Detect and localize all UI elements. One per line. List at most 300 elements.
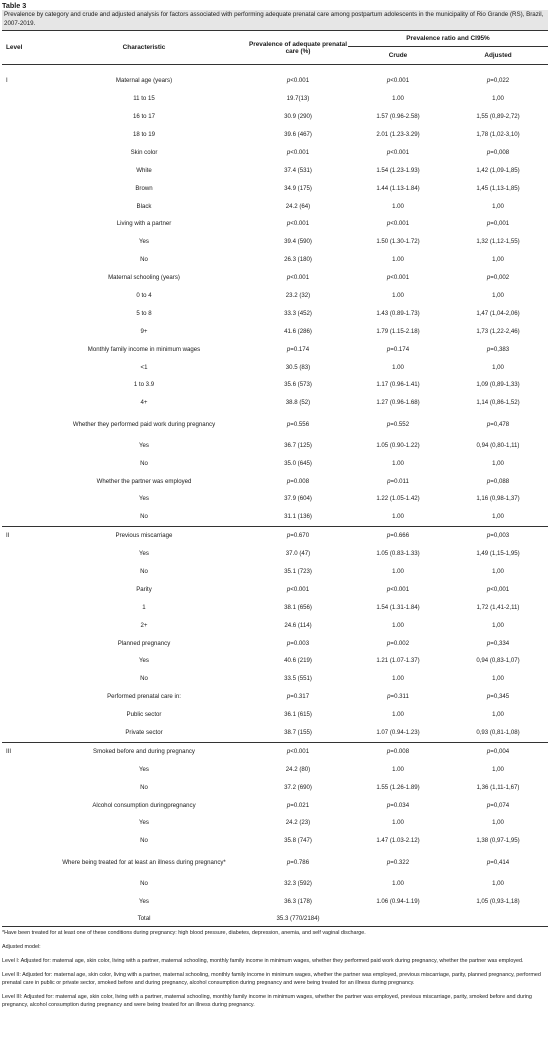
cell-level — [2, 706, 40, 724]
cell-prevalence: p=0.008 — [286, 477, 310, 485]
cell-crude-ratio: 1.00 — [392, 291, 404, 299]
cell-crude-ratio: 1.54 (1.31-1.84) — [376, 603, 420, 611]
cell-level — [2, 358, 40, 376]
cell-level: III — [2, 742, 40, 760]
cell-level — [2, 90, 40, 108]
cell-prevalence: 36.1 (615) — [284, 711, 312, 719]
footnote: *Have been treated for at least one of these conditions during pregnancy: high blood pressure, diabetes, depression, anemia, and self vaginal discharge. — [2, 930, 366, 937]
cell-prevalence: 37.9 (604) — [284, 495, 312, 503]
cell-adjusted-ratio: 1,00 — [492, 459, 504, 467]
cell-crude-ratio: p=0.002 — [386, 639, 410, 647]
cell-prevalence: 35.0 (645) — [284, 459, 312, 467]
cell-prevalence: 32.3 (592) — [284, 879, 312, 887]
cell-adjusted-ratio: 1,14 (0,86-1,52) — [476, 399, 520, 407]
cell-prevalence: 38.1 (656) — [284, 603, 312, 611]
cell-adjusted-ratio: p=0,074 — [486, 801, 510, 809]
cell-prevalence: 39.4 (590) — [284, 238, 312, 246]
cell-level — [2, 269, 40, 287]
table-row — [2, 892, 548, 910]
cell-crude-ratio: 1.06 (0.94-1.19) — [376, 897, 420, 905]
cell-adjusted-ratio: 1,00 — [492, 95, 504, 103]
cell-characteristic: Whether the partner was employed — [96, 477, 192, 485]
cell-characteristic: Whether they performed paid work during pregnancy — [72, 420, 216, 428]
cell-prevalence: 35.6 (573) — [284, 381, 312, 389]
cell-adjusted-ratio: p=0,001 — [486, 220, 510, 228]
cell-prevalence: 31.1 (136) — [284, 513, 312, 521]
cell-adjusted-ratio: p=0,334 — [486, 639, 510, 647]
table-row — [2, 108, 548, 126]
table-body — [2, 65, 548, 927]
cell-prevalence: p=0.670 — [248, 526, 348, 544]
table-row — [2, 454, 548, 472]
cell-characteristic: Yes — [139, 550, 149, 558]
table-row — [2, 472, 548, 490]
cell-level — [2, 287, 40, 305]
cell-adjusted-ratio: 1,00 — [492, 202, 504, 210]
cell-characteristic: Yes — [139, 897, 149, 905]
cell-crude-ratio — [348, 910, 448, 927]
table-row — [2, 412, 548, 437]
cell-crude-ratio: 1.00 — [392, 256, 404, 264]
cell-adjusted-ratio: 1,00 — [492, 291, 504, 299]
cell-crude-ratio: 1.55 (1.26-1.89) — [376, 783, 420, 791]
cell-characteristic: No — [140, 256, 148, 264]
cell-level — [2, 832, 40, 850]
cell-crude-ratio: 1.00 — [392, 363, 404, 371]
table-row — [2, 742, 548, 760]
header-prevalence: Prevalence of adequate prenatal care (%) — [248, 31, 348, 65]
cell-crude-ratio: p<0.001 — [386, 274, 410, 282]
cell-adjusted-ratio: 1,05 (0,93-1,18) — [476, 897, 520, 905]
cell-level — [2, 144, 40, 162]
cell-adjusted-ratio: 1,55 (0,89-2,72) — [476, 113, 520, 121]
cell-adjusted-ratio: 1,00 — [492, 765, 504, 773]
cell-crude-ratio: p<0.001 — [386, 220, 410, 228]
cell-level: I — [6, 77, 8, 85]
cell-prevalence: 19.7(13) — [286, 95, 310, 103]
cell-characteristic: Previous miscarriage — [40, 526, 248, 544]
cell-characteristic: 16 to 17 — [132, 113, 156, 121]
cell-characteristic: Monthly family income in minimum wages — [87, 345, 201, 353]
cell-crude-ratio: 1.00 — [392, 459, 404, 467]
cell-crude-ratio: p=0.174 — [386, 345, 410, 353]
cell-crude-ratio: p=0.552 — [386, 420, 410, 428]
cell-level — [2, 251, 40, 269]
table-row — [2, 305, 548, 323]
cell-prevalence: 30.9 (290) — [284, 113, 312, 121]
table-row — [2, 814, 548, 832]
cell-prevalence: 23.2 (32) — [285, 291, 311, 299]
cell-adjusted-ratio: 1,16 (0,98-1,37) — [476, 495, 520, 503]
cell-prevalence: p<0.001 — [248, 742, 348, 760]
cell-level — [2, 670, 40, 688]
cell-level — [2, 796, 40, 814]
cell-level — [2, 688, 40, 706]
cell-characteristic: No — [140, 783, 148, 791]
cell-characteristic: Performed prenatal care in: — [107, 693, 181, 701]
cell-crude-ratio: 1.00 — [392, 879, 404, 887]
cell-level — [2, 412, 40, 437]
cell-crude-ratio: 1.00 — [392, 711, 404, 719]
cell-characteristic: Yes — [139, 765, 149, 773]
table-row — [2, 526, 548, 544]
cell-level — [2, 874, 40, 892]
cell-level: II — [2, 526, 40, 544]
cell-adjusted-ratio: 1,45 (1,13-1,85) — [476, 184, 520, 192]
table-row — [2, 796, 548, 814]
cell-characteristic: Yes — [139, 441, 149, 449]
cell-characteristic: 0 to 4 — [136, 291, 152, 299]
cell-characteristic: Living with a partner — [116, 220, 172, 228]
table-row — [2, 724, 548, 742]
cell-characteristic: 11 to 15 — [133, 95, 155, 103]
table-row — [2, 161, 548, 179]
cell-prevalence: 30.5 (83) — [285, 363, 311, 371]
cell-adjusted-ratio: 1,32 (1,12-1,55) — [476, 238, 520, 246]
table-notes — [2, 930, 548, 1009]
cell-adjusted-ratio: p=0,022 — [486, 77, 510, 85]
table-row — [2, 394, 548, 412]
cell-prevalence: p<0.001 — [286, 220, 310, 228]
cell-prevalence: 38.7 (155) — [284, 728, 312, 736]
table-row — [2, 269, 548, 287]
cell-characteristic: Public sector — [126, 711, 162, 719]
cell-characteristic: 18 to 19 — [132, 130, 156, 138]
table-row — [2, 197, 548, 215]
table-figure — [2, 0, 548, 1010]
cell-adjusted-ratio: 1,00 — [492, 711, 504, 719]
table-row — [2, 376, 548, 394]
cell-adjusted-ratio: 1,42 (1,09-1,85) — [476, 166, 520, 174]
cell-characteristic: 9+ — [140, 327, 148, 335]
cell-characteristic: Total — [40, 910, 248, 927]
cell-adjusted-ratio: 1,00 — [492, 675, 504, 683]
cell-characteristic: <1 — [140, 363, 148, 371]
cell-crude-ratio: 1.00 — [392, 819, 404, 827]
cell-prevalence: p<0.001 — [286, 274, 310, 282]
table-row — [2, 652, 548, 670]
table-row — [2, 233, 548, 251]
cell-characteristic: White — [136, 166, 152, 174]
cell-crude-ratio: 1.00 — [392, 567, 404, 575]
cell-crude-ratio: p=0.034 — [386, 801, 410, 809]
cell-crude-ratio: 1.00 — [392, 675, 404, 683]
cell-prevalence: 24.2 (80) — [285, 765, 311, 773]
cell-characteristic: No — [140, 513, 148, 521]
cell-characteristic: Smoked before and during pregnancy — [40, 742, 248, 760]
cell-adjusted-ratio: 1,00 — [492, 621, 504, 629]
table-row — [2, 598, 548, 616]
cell-adjusted-ratio: 1,49 (1,15-1,95) — [476, 550, 520, 558]
header-characteristic: Characteristic — [40, 31, 248, 65]
cell-crude-ratio: 1.44 (1.13-1.84) — [376, 184, 420, 192]
cell-characteristic: No — [140, 675, 148, 683]
table-row — [2, 215, 548, 233]
cell-crude-ratio: 1.00 — [392, 202, 404, 210]
cell-prevalence: p<0.001 — [286, 148, 310, 156]
cell-level — [2, 545, 40, 563]
table-row — [2, 563, 548, 581]
table-row — [2, 706, 548, 724]
cell-characteristic: Parity — [136, 585, 152, 593]
cell-characteristic: Brown — [135, 184, 153, 192]
cell-crude-ratio: p<0.001 — [386, 77, 410, 85]
level-1-note: Level I: Adjusted for: maternal age, skin color, living with a partner, maternal schooling, monthly family income in minimum wages, whether they performed paid work during pregnancy, whether the partner was employed. — [2, 958, 524, 964]
cell-characteristic: 5 to 8 — [136, 309, 152, 317]
cell-level — [2, 760, 40, 778]
cell-characteristic: Black — [136, 202, 152, 210]
cell-crude-ratio: p=0.011 — [387, 477, 409, 485]
cell-characteristic: No — [140, 567, 148, 575]
table-row — [2, 832, 548, 850]
cell-crude-ratio: 2.01 (1.23-3.29) — [376, 130, 420, 138]
cell-level — [2, 126, 40, 144]
table-header — [2, 31, 548, 65]
cell-prevalence: 24.6 (114) — [284, 621, 312, 629]
cell-level — [2, 910, 40, 927]
cell-characteristic: Yes — [139, 238, 149, 246]
cell-adjusted-ratio: p=0,383 — [486, 345, 510, 353]
cell-level — [2, 490, 40, 508]
cell-crude-ratio: 1.21 (1.07-1.37) — [376, 657, 420, 665]
cell-adjusted-ratio: 1,00 — [492, 879, 504, 887]
cell-crude-ratio: 1.00 — [392, 95, 404, 103]
cell-adjusted-ratio: p=0,088 — [486, 477, 510, 485]
cell-characteristic: Maternal schooling (years) — [108, 274, 180, 282]
cell-level — [2, 161, 40, 179]
table-row — [2, 581, 548, 599]
cell-crude-ratio: 1.00 — [392, 765, 404, 773]
cell-adjusted-ratio: 1,72 (1,41-2,11) — [476, 603, 520, 611]
cell-level — [2, 376, 40, 394]
table-row — [2, 910, 548, 927]
cell-adjusted-ratio — [448, 910, 548, 927]
level-3-note: Level III: Adjusted for: maternal age, skin color, living with a partner, maternal schooling, monthly family income in minimum wages, whether the partner was employed, previous miscarriage, parity, smoked before and during pregnancy, alcohol consumption during pregnancy and were being treated for an illness during pregnancy. — [2, 993, 532, 1008]
cell-prevalence: 24.2 (23) — [285, 819, 311, 827]
table-row — [2, 490, 548, 508]
cell-prevalence: p<0.001 — [286, 585, 310, 593]
table-caption: Prevalence by category and crude and adjusted analysis for factors associated with performing adequate prenatal care among postpartum adolescents in the municipality of Rio Grande (RS), Brazil, 2007-2019. — [2, 10, 548, 30]
cell-characteristic: Yes — [139, 819, 149, 827]
table-row — [2, 778, 548, 796]
level-2-note: Level II: Adjusted for: maternal age, skin color, living with a partner, maternal schooling, monthly family income in minimum wages, whether the partner was employed, previous miscarriage, parity, planned pregnancy, performed prenatal care in public or private sector, smoked before and during pregnancy, alcohol consumption during pregnancy and were being treated for an illness during pregnancy. — [2, 971, 541, 986]
header-adjusted: Adjusted — [448, 47, 548, 65]
cell-characteristic: 4+ — [140, 399, 148, 407]
cell-prevalence: p=0.003 — [286, 639, 310, 647]
cell-prevalence: 34.9 (175) — [284, 184, 312, 192]
cell-crude-ratio: 1.57 (0.96-2.58) — [376, 113, 420, 121]
cell-characteristic: 1 to 3.9 — [133, 381, 155, 389]
table-row — [2, 90, 548, 108]
cell-prevalence: 37.2 (690) — [284, 783, 312, 791]
cell-adjusted-ratio: p=0,414 — [486, 858, 510, 866]
cell-characteristic: No — [140, 459, 148, 467]
cell-adjusted-ratio: 0,93 (0,81-1,08) — [476, 728, 520, 736]
cell-prevalence: 35.1 (723) — [284, 567, 312, 575]
cell-prevalence: p=0.174 — [286, 345, 310, 353]
cell-adjusted-ratio: 1,00 — [492, 363, 504, 371]
cell-characteristic: 2+ — [140, 621, 148, 629]
cell-crude-ratio: 1.17 (0.96-1.41) — [376, 381, 420, 389]
table-row — [2, 322, 548, 340]
cell-level — [2, 454, 40, 472]
header-level: Level — [2, 31, 40, 65]
cell-characteristic: 1 — [142, 603, 146, 611]
cell-level — [2, 724, 40, 742]
table-row — [2, 65, 548, 90]
cell-level — [2, 233, 40, 251]
cell-level — [2, 508, 40, 526]
table-row — [2, 144, 548, 162]
table-row — [2, 760, 548, 778]
cell-adjusted-ratio: 1,00 — [492, 819, 504, 827]
cell-crude-ratio: 1.50 (1.30-1.72) — [376, 238, 420, 246]
cell-prevalence: 35.8 (747) — [284, 837, 312, 845]
cell-prevalence: 37.4 (531) — [284, 166, 312, 174]
cell-adjusted-ratio: 1,73 (1,22-2,46) — [476, 327, 520, 335]
cell-adjusted-ratio: p=0,345 — [486, 693, 510, 701]
cell-characteristic: Skin color — [130, 148, 158, 156]
cell-level — [2, 616, 40, 634]
cell-adjusted-ratio: 1,00 — [492, 513, 504, 521]
table-row — [2, 126, 548, 144]
table-row — [2, 508, 548, 526]
table-row — [2, 545, 548, 563]
cell-characteristic: Where being treated for at least an illness during pregnancy* — [62, 858, 226, 866]
cell-prevalence: p=0.786 — [286, 858, 310, 866]
table-row — [2, 251, 548, 269]
table-row — [2, 179, 548, 197]
cell-crude-ratio: p=0.008 — [348, 742, 448, 760]
cell-prevalence: 33.3 (452) — [284, 309, 312, 317]
table-row — [2, 340, 548, 358]
cell-prevalence: 35.3 (770/2184) — [248, 910, 348, 927]
cell-characteristic: Yes — [139, 657, 149, 665]
cell-crude-ratio: p=0.322 — [386, 858, 410, 866]
cell-characteristic: Yes — [139, 495, 149, 503]
cell-level — [2, 322, 40, 340]
cell-characteristic: Maternal age (years) — [115, 77, 173, 85]
cell-prevalence: 39.6 (467) — [284, 130, 312, 138]
cell-prevalence: 24.2 (64) — [285, 202, 311, 210]
cell-prevalence: 38.8 (52) — [285, 399, 311, 407]
cell-crude-ratio: 1.43 (0.89-1.73) — [376, 309, 420, 317]
cell-adjusted-ratio: p=0,003 — [448, 526, 548, 544]
cell-prevalence: 41.6 (286) — [284, 327, 312, 335]
table-row — [2, 287, 548, 305]
header-prevalence-ratio: Prevalence ratio and CI95% — [348, 31, 548, 47]
cell-adjusted-ratio: 1,38 (0,97-1,95) — [476, 837, 520, 845]
table-label: Table 3 — [2, 1, 27, 10]
cell-level — [2, 472, 40, 490]
cell-characteristic: No — [140, 879, 148, 887]
cell-characteristic: No — [140, 837, 148, 845]
cell-adjusted-ratio: p<0,001 — [486, 585, 510, 593]
cell-prevalence: 33.5 (551) — [284, 675, 312, 683]
cell-crude-ratio: p<0.001 — [386, 148, 410, 156]
cell-level — [2, 394, 40, 412]
cell-level — [2, 340, 40, 358]
cell-characteristic: Alcohol consumption duringpregnancy — [92, 801, 196, 809]
cell-level — [2, 850, 40, 875]
cell-level — [2, 581, 40, 599]
adjusted-model-title: Adjusted model: — [2, 944, 41, 951]
cell-prevalence: p=0.556 — [286, 420, 310, 428]
cell-adjusted-ratio: p=0,008 — [486, 148, 510, 156]
table-row — [2, 874, 548, 892]
cell-level — [2, 305, 40, 323]
cell-level — [2, 598, 40, 616]
cell-adjusted-ratio: p=0,002 — [486, 274, 510, 282]
cell-crude-ratio: p=0.666 — [348, 526, 448, 544]
cell-adjusted-ratio: 1,36 (1,11-1,67) — [476, 783, 520, 791]
cell-adjusted-ratio: 0,94 (0,80-1,11) — [476, 441, 520, 449]
results-table — [2, 30, 548, 927]
cell-crude-ratio: 1.47 (1.03-2.12) — [376, 837, 420, 845]
table-row — [2, 616, 548, 634]
cell-crude-ratio: 1.22 (1.05-1.42) — [376, 495, 420, 503]
table-row — [2, 358, 548, 376]
cell-crude-ratio: 1.05 (0.90-1.22) — [376, 441, 420, 449]
cell-crude-ratio: 1.54 (1.23-1.93) — [376, 166, 420, 174]
cell-adjusted-ratio: p=0,004 — [448, 742, 548, 760]
cell-crude-ratio: 1.00 — [392, 621, 404, 629]
cell-adjusted-ratio: 1,47 (1,04-2,06) — [476, 309, 520, 317]
cell-characteristic: Planned pregnancy — [117, 639, 171, 647]
cell-crude-ratio: 1.00 — [392, 513, 404, 521]
cell-level — [2, 634, 40, 652]
cell-level — [2, 108, 40, 126]
cell-crude-ratio: 1.27 (0.96-1.68) — [376, 399, 420, 407]
cell-adjusted-ratio: 1,00 — [492, 567, 504, 575]
cell-prevalence: 36.3 (178) — [284, 897, 312, 905]
cell-prevalence: 26.3 (180) — [284, 256, 312, 264]
cell-level — [2, 892, 40, 910]
cell-level — [2, 215, 40, 233]
cell-adjusted-ratio: 1,09 (0,89-1,33) — [476, 381, 520, 389]
cell-prevalence: 36.7 (125) — [284, 441, 312, 449]
cell-level — [2, 652, 40, 670]
cell-level — [2, 436, 40, 454]
cell-adjusted-ratio: 1,78 (1,02-3,10) — [476, 130, 520, 138]
cell-prevalence: p=0.021 — [286, 801, 310, 809]
cell-prevalence: p=0.317 — [286, 693, 310, 701]
cell-prevalence: 40.6 (219) — [284, 657, 312, 665]
cell-level — [2, 814, 40, 832]
cell-prevalence: 37.0 (47) — [285, 550, 311, 558]
cell-crude-ratio: p=0.311 — [387, 693, 409, 701]
cell-characteristic: Private sector — [125, 728, 163, 736]
table-row — [2, 634, 548, 652]
cell-adjusted-ratio: p=0,478 — [486, 420, 510, 428]
cell-adjusted-ratio: 1,00 — [492, 256, 504, 264]
cell-level — [2, 778, 40, 796]
cell-crude-ratio: 1.05 (0.83-1.33) — [376, 550, 420, 558]
header-crude: Crude — [348, 47, 448, 65]
cell-level — [2, 197, 40, 215]
cell-level — [2, 179, 40, 197]
cell-crude-ratio: 1.79 (1.15-2.18) — [376, 327, 420, 335]
cell-crude-ratio: 1.07 (0.94-1.23) — [376, 728, 420, 736]
cell-adjusted-ratio: 0,94 (0,83-1,07) — [476, 657, 520, 665]
cell-crude-ratio: p<0.001 — [386, 585, 410, 593]
table-row — [2, 436, 548, 454]
cell-level — [2, 563, 40, 581]
table-row — [2, 850, 548, 875]
table-row — [2, 670, 548, 688]
cell-prevalence: p<0.001 — [286, 77, 310, 85]
table-row — [2, 688, 548, 706]
